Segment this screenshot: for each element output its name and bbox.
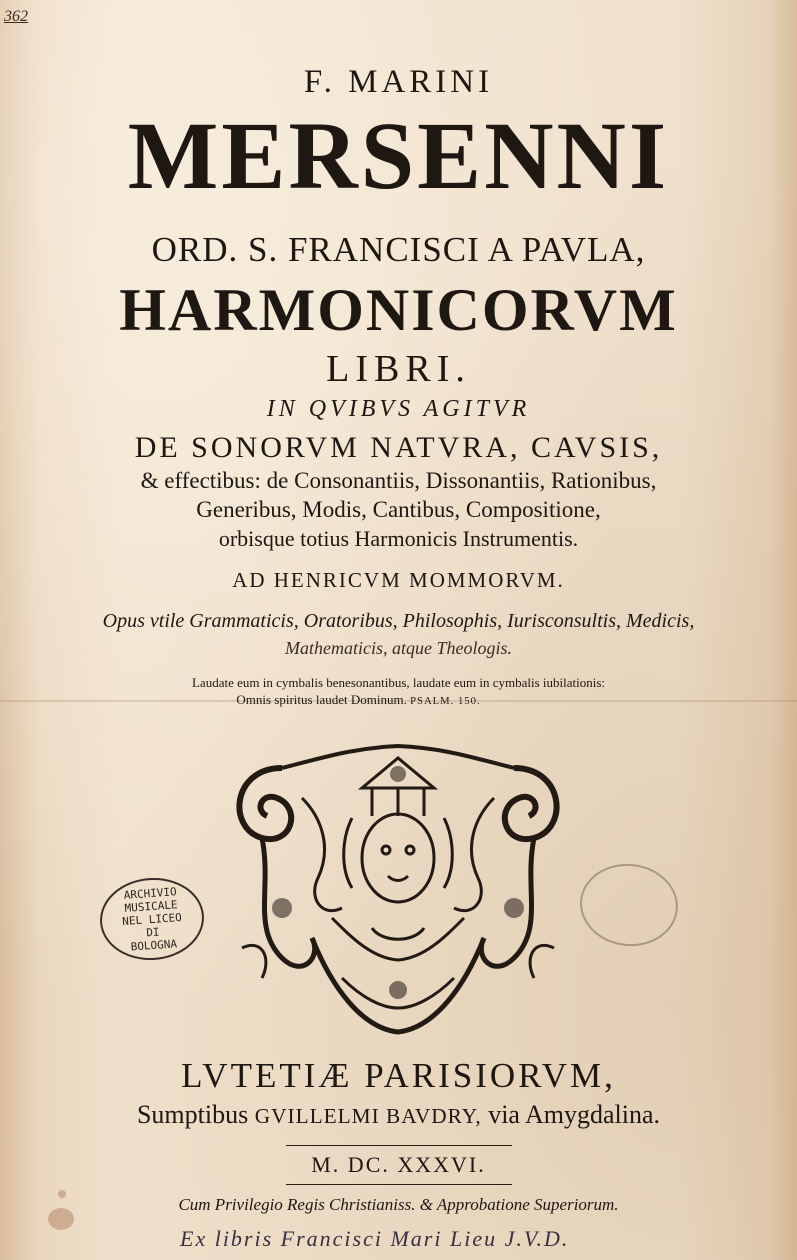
rule-top xyxy=(286,1145,512,1146)
subject-line-1: DE SONORVM NATVRA, CAVSIS, xyxy=(134,431,663,464)
author-prefix: F. MARINI xyxy=(303,64,494,100)
stamp-line-2: MUSICALE xyxy=(124,897,178,915)
religious-order: ORD. S. FRANCISCI A PAVLA, xyxy=(151,230,646,269)
subject-line-4: orbisque totius Harmonicis Instrumentis. xyxy=(218,526,579,551)
psalm-reference: PSALM. 150. xyxy=(410,696,481,707)
book-title-sub: LIBRI. xyxy=(326,348,471,390)
stamp-line-4: DI xyxy=(145,925,160,939)
imprint-publisher-prefix: Sumptibus xyxy=(136,1100,249,1129)
author-name: MERSENNI xyxy=(127,102,670,209)
subject-line-3: Generibus, Modis, Cantibus, Compositione, xyxy=(196,497,601,522)
book-title: HARMONICORVM xyxy=(119,277,678,343)
psalm-text: Omnis spiritus laudet Dominum. xyxy=(236,692,407,707)
ornamental-cartouche-icon xyxy=(222,728,574,1040)
ink-stain xyxy=(48,1208,74,1230)
stamp-line-3: NEL LICEO xyxy=(121,910,183,928)
ink-spot xyxy=(58,1190,66,1198)
library-stamp xyxy=(97,874,206,963)
psalm-line-2 xyxy=(0,692,757,708)
subject-intro: IN QVIBVS AGITVR xyxy=(266,396,531,422)
audience-line-1: Opus vtile Grammaticis, Oratoribus, Philosophis, Iurisconsultis, Medicis, xyxy=(102,610,695,632)
audience-line-2: Mathematicis, atque Theologis. xyxy=(285,638,512,658)
shelfmark: 362 xyxy=(4,8,28,25)
privilege-line: Cum Privilegio Regis Christianiss. & Approbatione Superiorum. xyxy=(178,1195,619,1214)
imprint-publisher-name: GVILLELMI BAVDRY, xyxy=(254,1104,482,1128)
imprint-publisher-street: via Amygdalina. xyxy=(488,1100,661,1129)
rule-bottom xyxy=(286,1184,512,1185)
owner-signature: Ex libris Francisci Mari Lieu J.V.D. xyxy=(180,1226,570,1251)
psalm-line-1: Laudate eum in cymbalis benesonantibus, laudate eum in cymbalis iubilationis: xyxy=(191,675,606,690)
publication-year: M. DC. XXXVI. xyxy=(311,1152,486,1177)
dedication: AD HENRICVM MOMMORVM. xyxy=(232,568,565,592)
stamp-line-1: ARCHIVIO xyxy=(123,884,178,902)
imprint-publisher xyxy=(0,1100,797,1130)
imprint-city: LVTETIÆ PARISIORVM, xyxy=(181,1056,616,1095)
stamp-line-5: BOLOGNA xyxy=(130,936,178,954)
subject-line-2: & effectibus: de Consonantiis, Dissonantiis, Rationibus, xyxy=(140,468,657,493)
faded-stamp xyxy=(576,859,682,951)
